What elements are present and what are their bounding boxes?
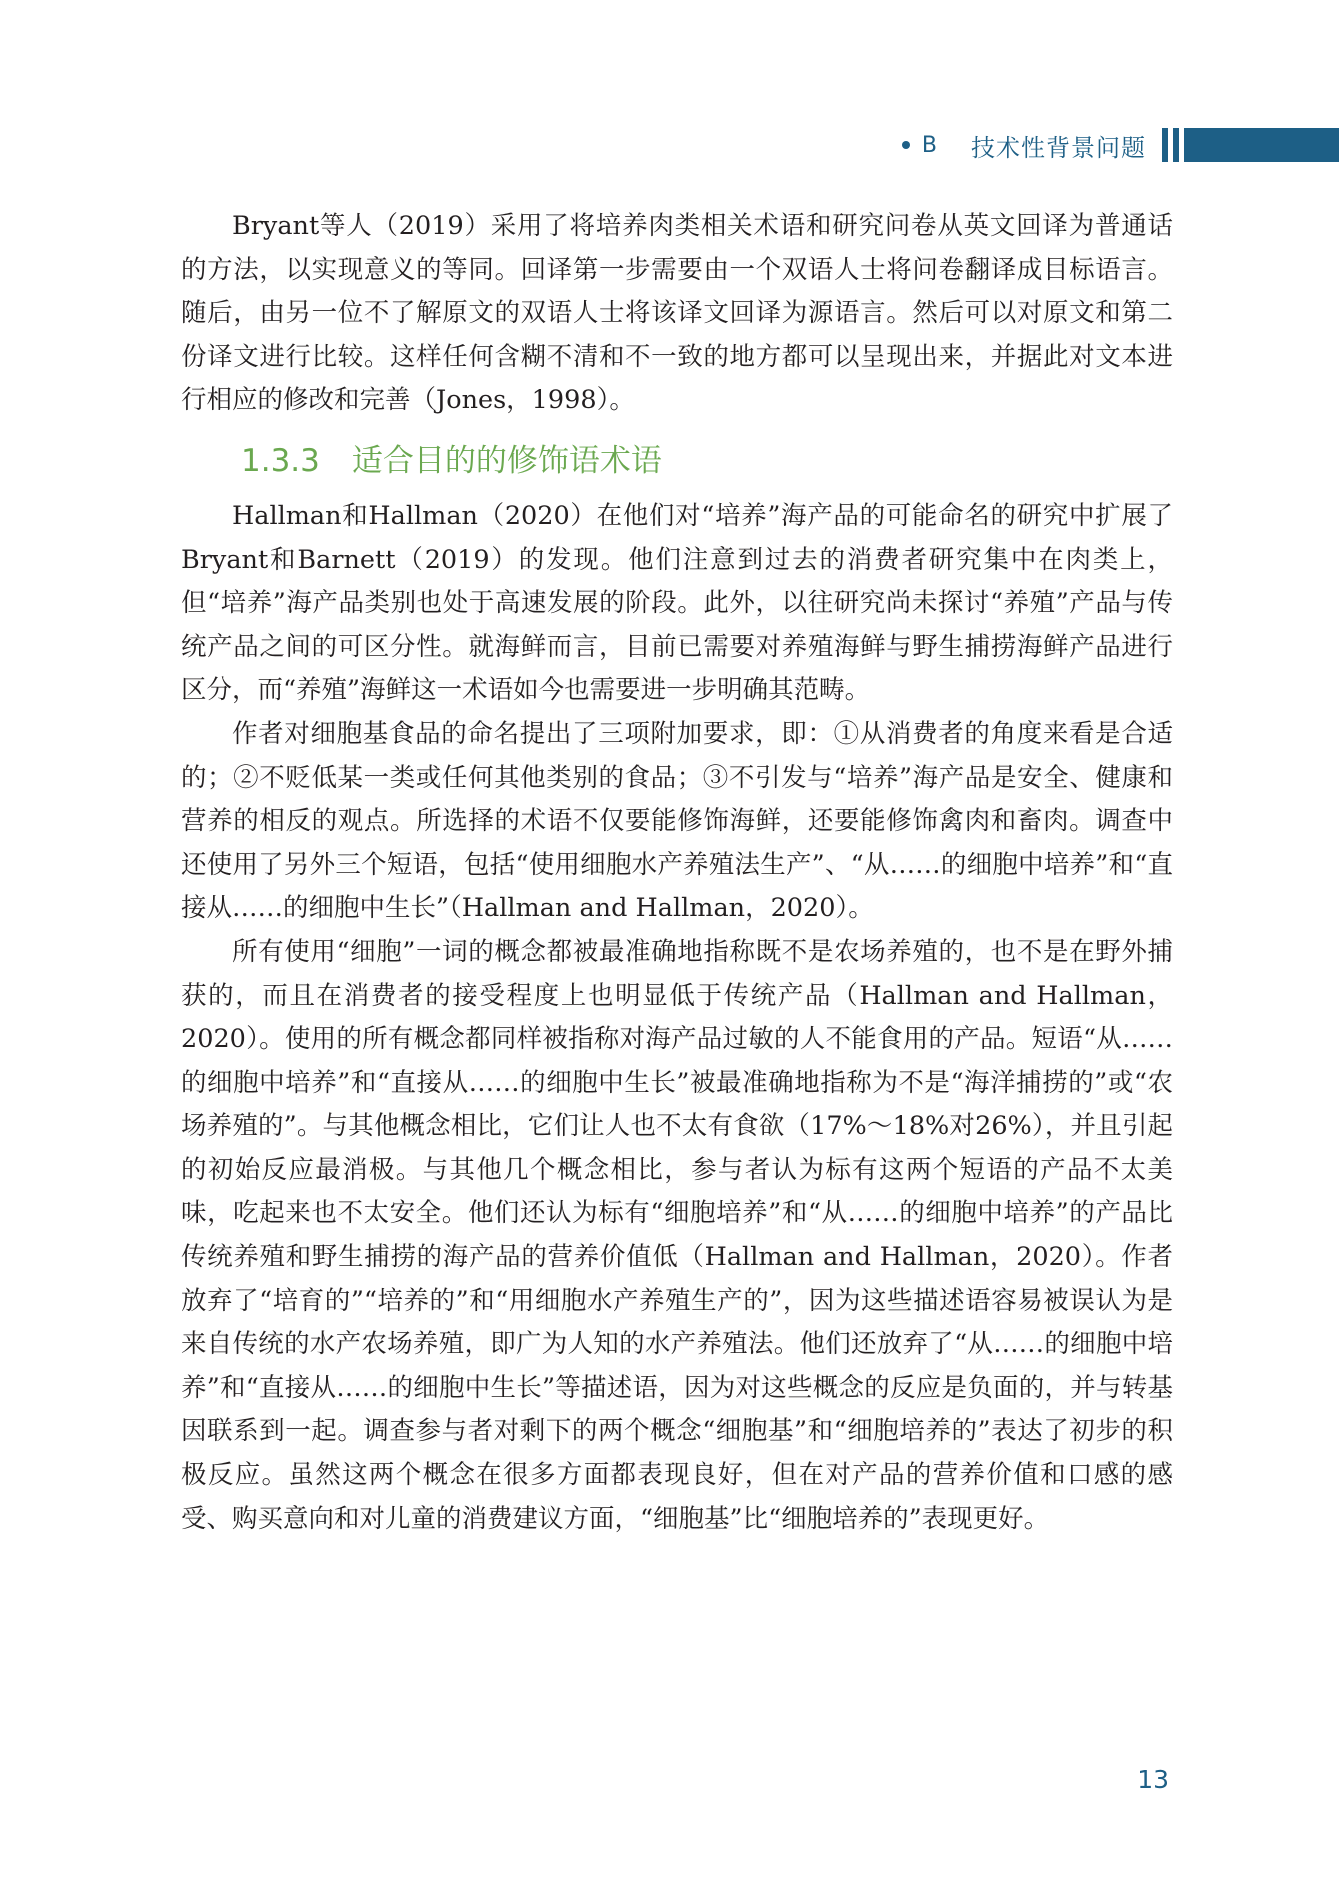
body-paragraph: Bryant等人（2019）采用了将培养肉类相关术语和研究问卷从英文回译为普通话的方法，以实现意义的等同。回译第一步需要由一个双语人士将问卷翻译成目标语言。随后，由另一位不了解原文的双语人士将该译文回译为源语言。然后可以对原文和第二份译文进行比较。这样任何含糊不清和不一致的地方都可以呈现出来，并据此对文本进行相应的修改和完善（Jones，1998）。 — [181, 211, 1173, 416]
page-number: 13 — [1137, 1765, 1169, 1794]
section-number: 1.3.3 — [241, 442, 320, 479]
body-paragraph: 作者对细胞基食品的命名提出了三项附加要求，即：①从消费者的角度来看是合适的；②不贬低某一类或任何其他类别的食品；③不引发与“培养”海产品是安全、健康和营养的相反的观点。所选择的术语不仅要能修饰海鲜，还要能修饰禽肉和畜肉。调查中还使用了另外三个短语，包括“使用细胞水产养殖法生产”、“从……的细胞中培养”和“直接从……的细胞中生长”（Hallman and Hallman，2020）。 — [181, 718, 1173, 924]
header-bar-thin-1 — [1162, 128, 1168, 162]
section-title: 适合目的的修饰语术语 — [351, 442, 662, 479]
header-bars-decoration — [1162, 128, 1339, 162]
section-heading — [181, 437, 1173, 485]
body-paragraph: 所有使用“细胞”一词的概念都被最准确地指称既不是农场养殖的，也不是在野外捕获的，而且在消费者的接受程度上也明显低于传统产品（Hallman and Hallman，2020）。使用的所有概念都同样被指称对海产品过敏的人不能食用的产品。短语“从……的细胞中培养”和“直接从……的细胞中生长”被最准确地指称为不是“海洋捕捞的”或“农场养殖的”。与其他概念相比，它们让人也不太有食欲（17%～18%对26%），并且引起的初始反应最消极。与其他几个概念相比，参与者认为标有这两个短语的产品不太美味，吃起来也不太安全。他们还认为标有“细胞培养”和“从……的细胞中培养”的产品比传统养殖和野生捕捞的海产品的营养价值低（Hallman and Hallman，2020）。作者放弃了“培育的”“培养的”和“用细胞水产养殖生产的”，因为这些描述语容易被误认为是来自传统的水产农场养殖，即广为人知的水产养殖法。他们还放弃了“从……的细胞中培养”和“直接从……的细胞中生长”等描述语，因为对这些概念的反应是负面的，并与转基因联系到一起。调查参与者对剩下的两个概念“细胞基”和“细胞培养的”表达了初步的积极反应。虽然这两个概念在很多方面都表现良好，但在对产品的营养价值和口感的感受、购买意向和对儿童的消费建议方面，“细胞基”比“细胞培养的”表现更好。 — [181, 936, 1173, 1534]
header-bar-thin-2 — [1173, 128, 1179, 162]
body-paragraph: Hallman和Hallman（2020）在他们对“培养”海产品的可能命名的研究中扩展了Bryant和Barnett（2019）的发现。他们注意到过去的消费者研究集中在肉类上，但“培养”海产品类别也处于高速发展的阶段。此外，以往研究尚未探讨“养殖”产品与传统产品之间的可区分性。就海鲜而言，目前已需要对养殖海鲜与野生捕捞海鲜产品进行区分，而“养殖”海鲜这一术语如今也需要进一步明确其范畴。 — [181, 500, 1173, 706]
header-title: 技术性背景问题 — [971, 133, 1146, 162]
header-part-letter: B — [921, 132, 937, 158]
bullet-dot-icon — [902, 141, 910, 149]
page-body — [181, 205, 1173, 1541]
running-header — [902, 128, 1339, 162]
header-bar-wide — [1184, 128, 1339, 162]
